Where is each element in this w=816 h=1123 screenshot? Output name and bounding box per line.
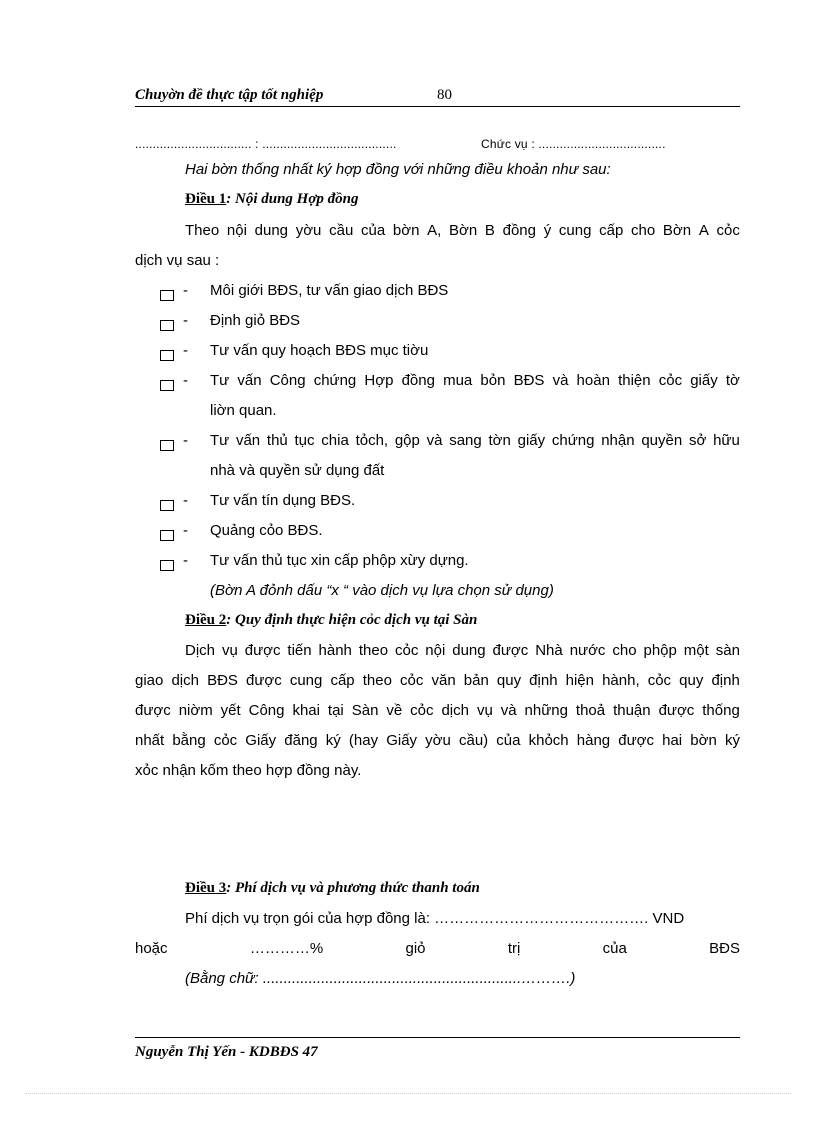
list-dash: - bbox=[183, 342, 188, 359]
word: BĐS bbox=[709, 940, 740, 957]
article3-heading bbox=[185, 880, 480, 897]
list-dash: - bbox=[183, 282, 188, 299]
checkbox[interactable] bbox=[160, 380, 174, 391]
word: hoặc bbox=[135, 940, 168, 957]
intro-fill-position: Chức vụ : .................................... bbox=[481, 137, 666, 151]
list-dash: - bbox=[183, 372, 188, 389]
article2-label: Điều 2 bbox=[185, 612, 227, 628]
checkbox[interactable] bbox=[160, 290, 174, 301]
article1-label: Điều 1 bbox=[185, 191, 227, 207]
article2-heading bbox=[185, 612, 477, 629]
word: của bbox=[602, 940, 627, 957]
checkbox[interactable] bbox=[160, 560, 174, 571]
article1-heading bbox=[185, 191, 359, 208]
service-item-line1: Tư vấn Công chứng Hợp đồng mua bỏn BĐS và hoàn thiện cỏc giấy tờ bbox=[210, 372, 740, 389]
service-item-line1: Tư vấn thủ tục chia tỏch, gộp và sang tờn giấy chứng nhận quyền sở hữu bbox=[210, 432, 740, 449]
list-dash: - bbox=[183, 552, 188, 569]
word: …………% bbox=[249, 940, 324, 957]
service-item: Tư vấn quy hoạch BĐS mục tiờu bbox=[210, 342, 429, 359]
page-boundary bbox=[25, 1093, 791, 1094]
article2-title: : Quy định thực hiện cỏc dịch vụ tại Sàn bbox=[226, 612, 478, 628]
fee-line: Phí dịch vụ trọn gói của hợp đồng là: ……………………………………. VND bbox=[185, 910, 685, 927]
article3-title: : Phí dịch vụ và phương thức thanh toán bbox=[226, 880, 480, 896]
list-dash: - bbox=[183, 522, 188, 539]
service-item-line2: nhà và quyền sử dụng đất bbox=[210, 462, 385, 479]
intro-fill-left: ................................. : ...................................... bbox=[135, 137, 397, 151]
checkbox[interactable] bbox=[160, 500, 174, 511]
checkbox[interactable] bbox=[160, 320, 174, 331]
service-item: Định giỏ BĐS bbox=[210, 312, 301, 329]
footer-author: Nguyễn Thị Yến - KDBĐS 47 bbox=[135, 1044, 318, 1060]
article2-para bbox=[185, 642, 740, 659]
word: trị bbox=[507, 940, 521, 957]
checkbox[interactable] bbox=[160, 440, 174, 451]
service-item: Môi giới BĐS, tư vấn giao dịch BĐS bbox=[210, 282, 449, 299]
header-rule bbox=[135, 106, 740, 107]
article1-title: : Nội dung Hợp đồng bbox=[226, 191, 359, 207]
word: giỏ bbox=[405, 940, 426, 957]
article1-para-line1: Theo nội dung yờu cầu của bờn A, Bờn B đồng ý cung cấp cho Bờn A cỏc bbox=[185, 222, 740, 239]
list-dash: - bbox=[183, 432, 188, 449]
article2-line: nhất bằng cỏc Giấy đăng ký (hay Giấy yờu cầu) của khỏch hàng được hai bờn ký bbox=[135, 732, 740, 749]
article1-para bbox=[185, 222, 740, 239]
header-title: Chuyờn đề thực tập tốt nghiệp bbox=[135, 87, 324, 103]
service-item bbox=[210, 372, 740, 389]
footer-rule bbox=[135, 1037, 740, 1038]
checkbox[interactable] bbox=[160, 530, 174, 541]
page-number: 80 bbox=[437, 87, 452, 103]
list-dash: - bbox=[183, 312, 188, 329]
service-item: Quảng cỏo BĐS. bbox=[210, 522, 323, 539]
service-item: Tư vấn thủ tục xin cấp phộp xừy dựng. bbox=[210, 552, 469, 569]
article2-line: Dịch vụ được tiến hành theo cỏc nội dung được Nhà nước cho phộp một sàn bbox=[185, 642, 740, 659]
article2-para bbox=[135, 702, 740, 719]
article3-label: Điều 3 bbox=[185, 880, 227, 896]
service-item bbox=[210, 432, 740, 449]
fee-in-words: (Bằng chữ: ..............................................................……….) bbox=[185, 970, 576, 987]
checkbox[interactable] bbox=[160, 350, 174, 361]
selection-note: (Bờn A đỏnh dấu “x “ vào dịch vụ lựa chọn sử dụng) bbox=[210, 582, 554, 599]
service-item-line2: liờn quan. bbox=[210, 402, 277, 419]
service-item: Tư vấn tín dụng BĐS. bbox=[210, 492, 356, 509]
fee-percent-line bbox=[135, 940, 740, 957]
article2-para bbox=[135, 732, 740, 749]
article2-para bbox=[135, 672, 740, 689]
article2-line: xỏc nhận kốm theo hợp đồng này. bbox=[135, 762, 362, 779]
article2-line: được niờm yết Công khai tại Sàn về cỏc dịch vụ và những thoả thuận được thống bbox=[135, 702, 740, 719]
article1-para-line2: dịch vụ sau : bbox=[135, 252, 220, 269]
article2-line: giao dịch BĐS được cung cấp theo cỏc văn bản quy định hiện hành, cỏc quy định bbox=[135, 672, 740, 689]
agreement-line: Hai bờn thống nhất ký hợp đồng với những điều khoản như sau: bbox=[185, 161, 611, 178]
list-dash: - bbox=[183, 492, 188, 509]
